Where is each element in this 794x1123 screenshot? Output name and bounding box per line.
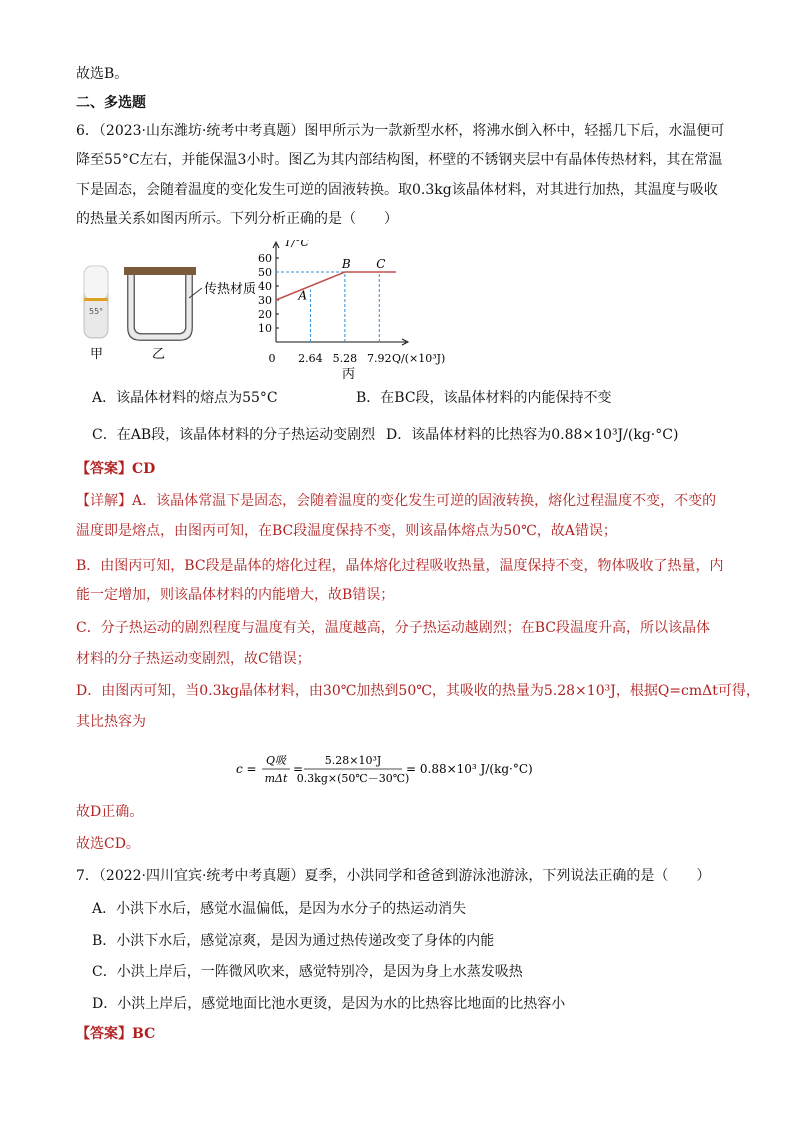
cup-structure-diagram <box>124 267 202 340</box>
q6-detail-line7: D．由图丙可知，当0.3kg晶体材料，由30℃加热到50℃，其吸收的热量为5.28×10³J，根据Q=cmΔt可得， <box>76 683 760 699</box>
q7-answer: 【答案】BC <box>76 1026 156 1042</box>
q6-detail-line4: 能一定增加，则该晶体材料的内能增大，故B错误； <box>76 587 395 603</box>
y-tick-label: 40 <box>258 280 272 293</box>
label-bing: 丙 <box>342 367 356 380</box>
q6-option-c: C．在AB段，该晶体材料的分子热运动变剧烈 <box>92 427 376 443</box>
section-title: 二、多选题 <box>76 95 146 111</box>
formula-frac2-den: 0.3kg×(50℃－30℃) <box>296 772 410 785</box>
q6-option-d: D．该晶体材料的比热容为0.88×10³J/(kg·°C) <box>386 427 679 443</box>
cup-temp-label: 55° <box>89 307 104 316</box>
q6-detail-line6: 材料的分子热运动变剧烈，故C错误； <box>76 651 311 667</box>
q6-figure-svg <box>76 240 466 380</box>
formula-frac1-den: mΔt <box>264 772 288 785</box>
q6-detail-line2: 温度即是熔点，由图丙可知，在BC段温度保持不变，则该晶体熔点为50℃，故A错误； <box>76 523 617 539</box>
q6-stem-line2: 降至55°C左右，并能保温3小时。图乙为其内部结构图，杯壁的不锈钢夹层中有晶体传热材料，其在常温 <box>76 152 723 168</box>
temperature-heat-chart <box>258 240 445 365</box>
q7-stem: 7．（2022·四川宜宾·统考中考真题）夏季，小洪同学和爸爸到游泳池游泳，下列说法正确的是（ ） <box>76 868 711 884</box>
q6-conclusion: 故D正确。 <box>76 804 144 820</box>
y-tick-label: 20 <box>258 308 272 321</box>
q6-final-answer: 故选CD。 <box>76 836 140 852</box>
temperature-line <box>276 272 396 300</box>
q7-option-b: B．小洪下水后，感觉凉爽，是因为通过热传递改变了身体的内能 <box>92 933 495 949</box>
q6-stem-line1: 6．（2023·山东潍坊·统考中考真题）图甲所示为一款新型水杯，将沸水倒入杯中，轻摇几下后，水温便可 <box>76 123 725 139</box>
previous-conclusion: 故选B。 <box>76 66 129 82</box>
q6-detail-line3: B．由图丙可知，BC段是晶体的熔化过程，晶体熔化过程吸收热量，温度保持不变，物体吸收了热量，内 <box>76 558 724 574</box>
cup-image <box>84 266 108 338</box>
q7-option-a: A．小洪下水后，感觉水温偏低，是因为水分子的热运动消失 <box>92 901 467 917</box>
label-jia: 甲 <box>90 347 104 362</box>
q6-detail-line5: C．分子热运动的剧烈程度与温度有关，温度越高，分子热运动越剧烈；在BC段温度升高，所以该晶体 <box>76 620 710 636</box>
x-tick-label: 0 <box>268 352 276 365</box>
q6-detail-line8: 其比热容为 <box>76 714 146 730</box>
point-label-b: B <box>341 257 351 271</box>
formula-frac2-num: 5.28×10³J <box>324 754 382 767</box>
x-tick-label: 5.28 <box>332 352 358 365</box>
y-tick-label: 10 <box>258 322 272 335</box>
formula-rhs: = 0.88×10³ J/(kg·°C) <box>406 762 533 776</box>
y-axis-label: T/°C <box>284 240 309 249</box>
point-label-c: C <box>376 257 386 271</box>
formula-svg <box>236 752 566 788</box>
q6-detail-line1: 【详解】A．该晶体常温下是固态，会随着温度的变化发生可逆的固液转换，熔化过程温度不变，不变的 <box>76 493 717 509</box>
q6-option-a: A．该晶体材料的熔点为55°C <box>92 390 278 406</box>
formula-lhs: c = <box>236 762 257 776</box>
q7-option-d: D．小洪上岸后，感觉地面比池水更烫，是因为水的比热容比地面的比热容小 <box>92 996 566 1012</box>
formula-frac1-num: Q吸 <box>265 754 287 767</box>
y-tick-label: 60 <box>258 252 272 265</box>
label-yi: 乙 <box>152 347 166 362</box>
x-axis-label: Q/(×10³J) <box>392 352 446 365</box>
svg-text:=: = <box>293 762 304 776</box>
q7-option-c: C．小洪上岸后，一阵微风吹来，感觉特别冷，是因为身上水蒸发吸热 <box>92 964 523 980</box>
q6-figure <box>76 240 466 380</box>
y-tick-label: 50 <box>258 266 272 279</box>
q6-stem-line4: 的热量关系如图丙所示。下列分析正确的是（ ） <box>76 211 398 227</box>
y-tick-label: 30 <box>258 294 272 307</box>
material-label: 传热材质 <box>204 282 257 297</box>
point-label-a: A <box>298 288 308 303</box>
q6-option-b: B．在BC段，该晶体材料的内能保持不变 <box>356 390 612 406</box>
specific-heat-formula <box>236 752 566 788</box>
q6-stem-line3: 下是固态，会随着温度的变化发生可逆的固液转换。取0.3kg该晶体材料，对其进行加热，其温度与吸收 <box>76 182 718 198</box>
x-tick-label: 7.92 <box>367 352 392 365</box>
x-tick-label: 2.64 <box>298 352 323 365</box>
q6-answer: 【答案】CD <box>76 461 156 477</box>
